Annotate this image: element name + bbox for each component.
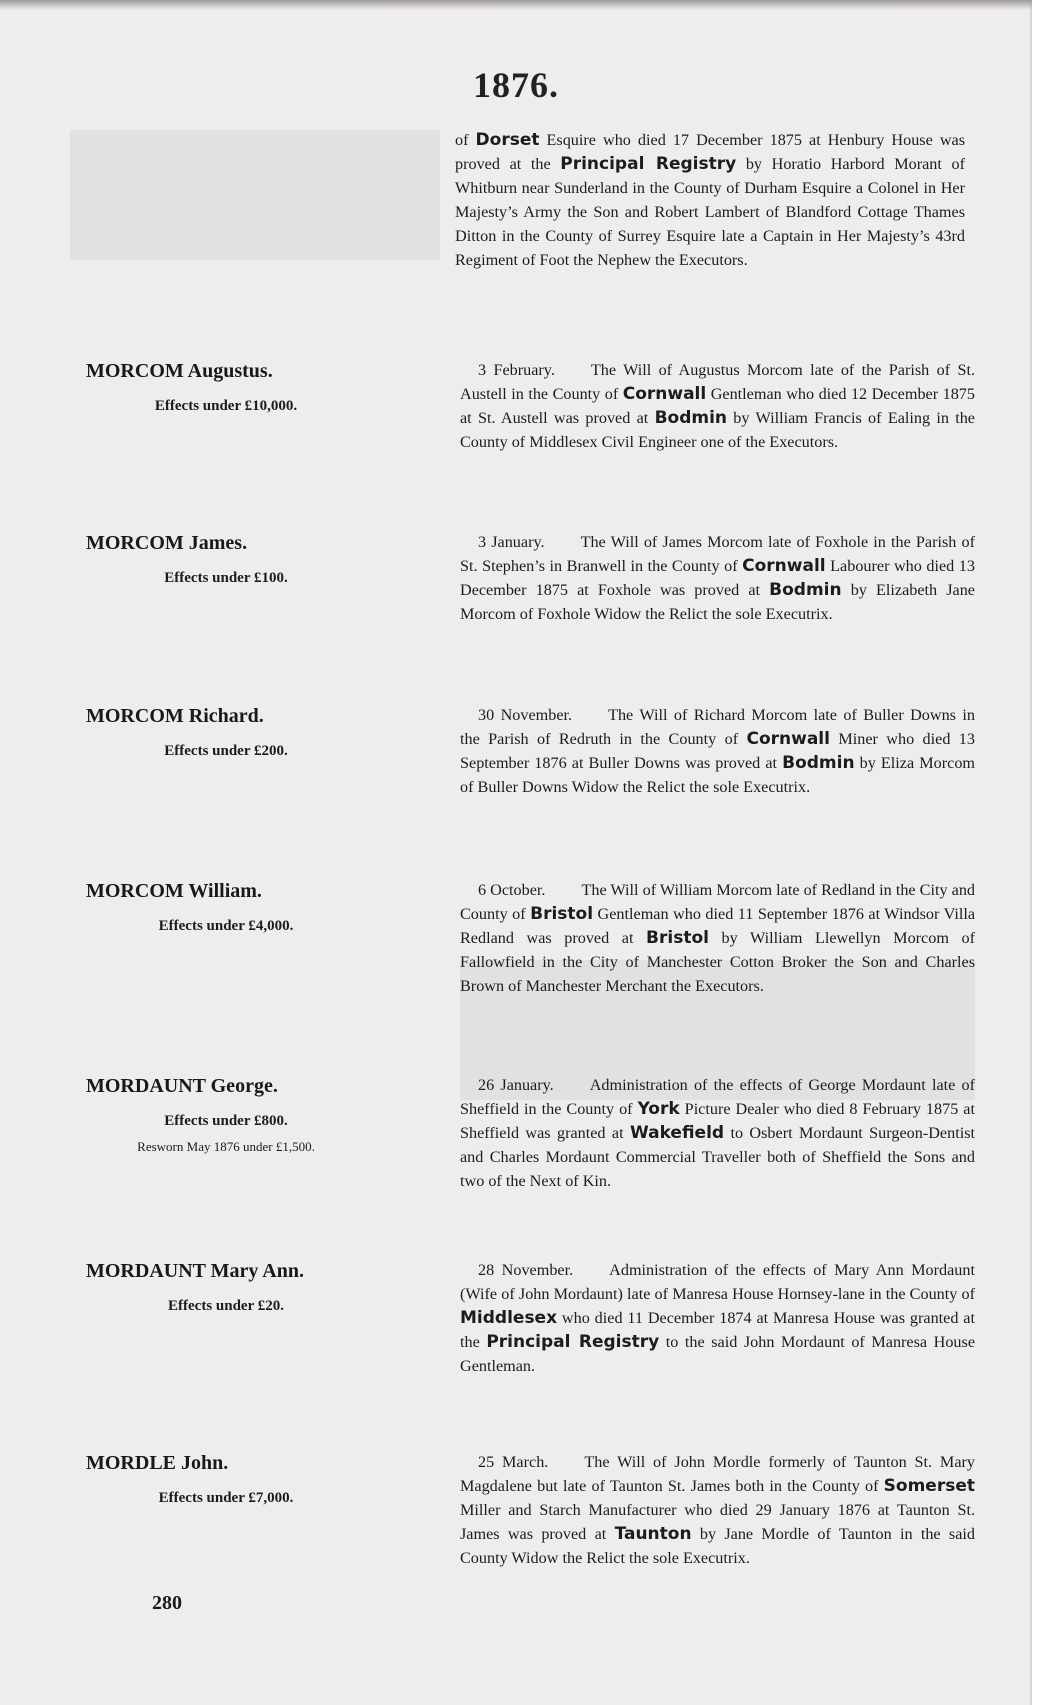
- entry-text-run: The Will of Augustus Morcom late of the Parish of St. Austell in the County of: [460, 361, 975, 403]
- entry-text-run: by William Francis of Ealing in the County of Middlesex Civil Engineer one of the Executors.: [460, 409, 975, 451]
- entry-name: MORDAUNT Mary Ann.: [86, 1260, 304, 1282]
- entry-text-run: Gentleman who died 11 September 1876 at Windsor Villa Redland was proved at: [460, 905, 976, 947]
- entry-text-run: to Osbert Mordaunt Surgeon-Dentist and Charles Mordaunt Commercial Traveller both of Sheffield the Sons and two of the Next of Kin.: [460, 1124, 975, 1190]
- place-name: Dorset: [475, 130, 540, 150]
- entry-name: MORCOM William.: [86, 880, 262, 902]
- entry-text-run: The Will of William Morcom late of Redland in the City and County of: [460, 881, 976, 923]
- entry-text-run: Miller and Starch Manufacturer who died 29 January 1876 at Taunton St. James was proved at: [460, 1501, 975, 1543]
- place-name: Cornwall: [746, 729, 830, 749]
- entry-text-run: The Will of James Morcom late of Foxhole in the Parish of St. Stephen’s in Branwell in the County of: [460, 533, 975, 575]
- entry-text: [460, 530, 975, 626]
- entry-text-run: Miner who died 13 September 1876 at Buller Downs was proved at: [460, 730, 975, 772]
- entry-text-run: Picture Dealer who died 8 February 1875 at Sheffield was granted at: [460, 1100, 975, 1142]
- entry-name: MORDAUNT George.: [86, 1075, 278, 1097]
- entry-effects: Effects under £200.: [164, 743, 288, 759]
- entry-text-run: by Horatio Harbord Morant of Whitburn near Sunderland in the County of Durham Esquire a Colonel in Her Majesty’s Army the Son and Robert Lambert of Blandford Cottage Thames Ditton in the County of Surrey Esquire late a Captain in Her Majesty’s 43rd Regiment of Foot the Nephew the Executors.: [455, 155, 965, 269]
- place-name: Wakefield: [629, 1123, 725, 1143]
- entry-effects: Effects under £4,000.: [158, 918, 294, 934]
- place-name: Somerset: [883, 1476, 975, 1496]
- entry-text-run: of: [455, 131, 476, 149]
- place-name: Bristol: [646, 928, 709, 948]
- place-name: Cornwall: [742, 556, 826, 576]
- entry-text: [460, 703, 975, 799]
- entry-date: 26 January.: [478, 1076, 554, 1094]
- bleed-through-shade: [70, 130, 440, 260]
- entry-effects: Effects under £800.: [164, 1113, 288, 1129]
- page-year-heading: 1876.: [473, 65, 559, 105]
- entry-text: [460, 358, 975, 454]
- entry-text: [460, 1258, 975, 1378]
- page-number: 280: [152, 1592, 182, 1614]
- entry-text-run: by Elizabeth Jane Morcom of Foxhole Widow the Relict the sole Executrix.: [460, 581, 975, 623]
- place-name: Bodmin: [654, 408, 728, 428]
- place-name: Bodmin: [769, 580, 842, 600]
- entry-name: MORDLE John.: [86, 1452, 229, 1474]
- continuation-text: [455, 128, 965, 272]
- place-name: Middlesex: [460, 1308, 558, 1328]
- entry-text-run: The Will of Richard Morcom late of Buller Downs in the Parish of Redruth in the County of: [460, 706, 975, 748]
- entry-text-run: Administration of the effects of Mary Ann Mordaunt (Wife of John Mordaunt) late of Manresa House Hornsey-lane in the County of: [460, 1261, 975, 1303]
- entry-text-run: to the said John Mordaunt of Manresa House Gentleman.: [460, 1333, 975, 1375]
- entry-text-run: by Jane Mordle of Taunton in the said County Widow the Relict the sole Executrix.: [460, 1525, 975, 1567]
- entry-effects: Effects under £10,000.: [154, 398, 298, 414]
- entry-effects: Effects under £100.: [164, 570, 288, 586]
- entry-date: 3 January.: [478, 533, 545, 551]
- place-name: Cornwall: [622, 384, 707, 404]
- place-name: Principal Registry: [486, 1332, 660, 1352]
- entry-text-run: Administration of the effects of George Mordaunt late of Sheffield in the County of: [460, 1076, 975, 1118]
- entry-date: 6 October.: [478, 881, 546, 899]
- entry-text-run: The Will of John Mordle formerly of Taunton St. Mary Magdalene but late of Taunton St. James both in the County of: [460, 1453, 975, 1495]
- entry-date: 25 March.: [478, 1453, 549, 1471]
- place-name: Taunton: [614, 1524, 692, 1544]
- entry-effects: Effects under £20.: [168, 1298, 284, 1314]
- place-name: Bodmin: [782, 753, 855, 773]
- entry-date: 28 November.: [478, 1261, 574, 1279]
- entry-text-run: Esquire who died 17 December 1875 at Henbury House was proved at the: [455, 131, 966, 173]
- entry-effects: Effects under £7,000.: [158, 1490, 294, 1506]
- entry-date: 3 February.: [478, 361, 555, 379]
- entry-text: [460, 1073, 975, 1193]
- place-name: Bristol: [530, 904, 594, 924]
- entry-date: 30 November.: [478, 706, 573, 724]
- entry-text-run: by Eliza Morcom of Buller Downs Widow the Relict the sole Executrix.: [460, 754, 976, 796]
- page-top-shadow: [0, 0, 1032, 10]
- entry-name: MORCOM James.: [86, 532, 248, 554]
- entry-name: MORCOM Richard.: [86, 705, 264, 727]
- entry-text: [460, 1450, 975, 1570]
- entry-text-run: who died 11 December 1874 at Manresa House was granted at the: [460, 1309, 975, 1351]
- entry-text: [460, 878, 975, 998]
- entry-text-run: Labourer who died 13 December 1875 at Foxhole was proved at: [460, 557, 975, 599]
- place-name: Principal Registry: [560, 154, 737, 174]
- entry-resworn: Resworn May 1876 under £1,500.: [137, 1139, 315, 1154]
- place-name: York: [637, 1099, 680, 1119]
- entry-name: MORCOM Augustus.: [86, 360, 273, 382]
- entry-text-run: by William Llewellyn Morcom of Fallowfield in the City of Manchester Cotton Broker the Son and Charles Brown of Manchester Merchant the Executors.: [460, 929, 975, 995]
- entry-text-run: Gentleman who died 12 December 1875 at St. Austell was proved at: [460, 385, 975, 427]
